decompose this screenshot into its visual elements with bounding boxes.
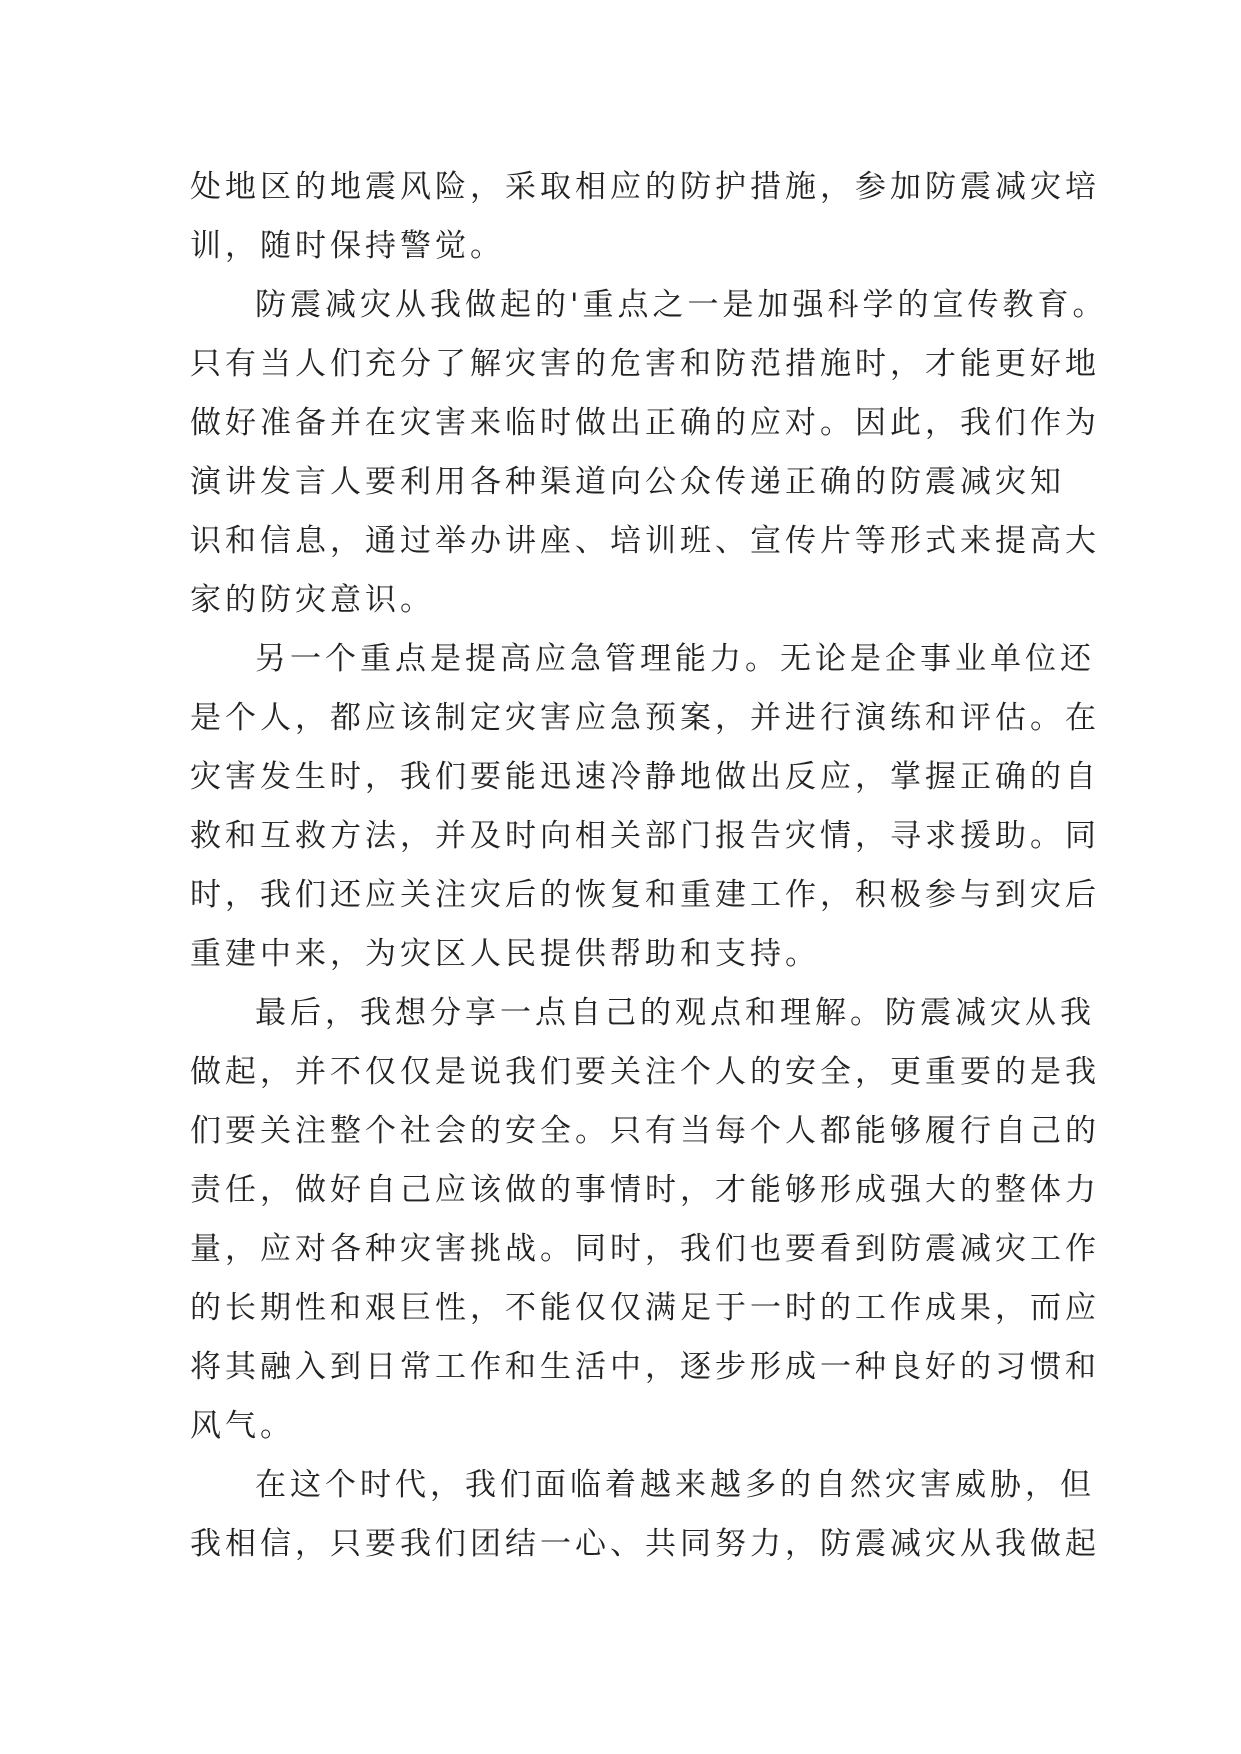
text-line: 重建中来，为灾区人民提供帮助和支持。 — [190, 936, 820, 972]
text-line: 责任，做好自己应该做的事情时，才能够形成强大的整体力 — [190, 1172, 1100, 1208]
document-body — [190, 158, 1108, 1574]
paragraph-start-line: 最后，我想分享一点自己的观点和理解。防震减灾从我 — [255, 995, 1095, 1031]
text-line: 家的防灾意识。 — [190, 582, 435, 618]
text-line: 我相信，只要我们团结一心、共同努力，防震减灾从我做起 — [190, 1526, 1100, 1562]
text-line: 将其融入到日常工作和生活中，逐步形成一种良好的习惯和 — [190, 1349, 1100, 1385]
text-line: 们要关注整个社会的安全。只有当每个人都能够履行自己的 — [190, 1113, 1100, 1149]
text-line: 救和互救方法，并及时向相关部门报告灾情，寻求援助。同 — [190, 818, 1100, 854]
text-line: 时，我们还应关注灾后的恢复和重建工作，积极参与到灾后 — [190, 877, 1100, 913]
text-line: 量，应对各种灾害挑战。同时，我们也要看到防震减灾工作 — [190, 1231, 1100, 1267]
text-line: 演讲发言人要利用各种渠道向公众传递正确的防震减灾知 — [190, 464, 1065, 500]
text-line: 灾害发生时，我们要能迅速冷静地做出反应，掌握正确的自 — [190, 759, 1100, 795]
text-line: 只有当人们充分了解灾害的危害和防范措施时，才能更好地 — [190, 346, 1100, 382]
paragraph-start-line: 在这个时代，我们面临着越来越多的自然灾害威胁，但 — [255, 1467, 1095, 1503]
paragraph-start-line: 另一个重点是提高应急管理能力。无论是企事业单位还 — [255, 641, 1095, 677]
text-line: 做好准备并在灾害来临时做出正确的应对。因此，我们作为 — [190, 405, 1100, 441]
text-line: 风气。 — [190, 1408, 295, 1444]
text-line: 的长期性和艰巨性，不能仅仅满足于一时的工作成果，而应 — [190, 1290, 1100, 1326]
text-line: 是个人，都应该制定灾害应急预案，并进行演练和评估。在 — [190, 700, 1100, 736]
text-line: 识和信息，通过举办讲座、培训班、宣传片等形式来提高大 — [190, 523, 1100, 559]
paragraph-start-line: 防震减灾从我做起的'重点之一是加强科学的宣传教育。 — [255, 287, 1108, 323]
text-line: 训，随时保持警觉。 — [190, 228, 505, 264]
text-line: 做起，并不仅仅是说我们要关注个人的安全，更重要的是我 — [190, 1054, 1100, 1090]
text-line: 处地区的地震风险，采取相应的防护措施，参加防震减灾培 — [190, 169, 1100, 205]
